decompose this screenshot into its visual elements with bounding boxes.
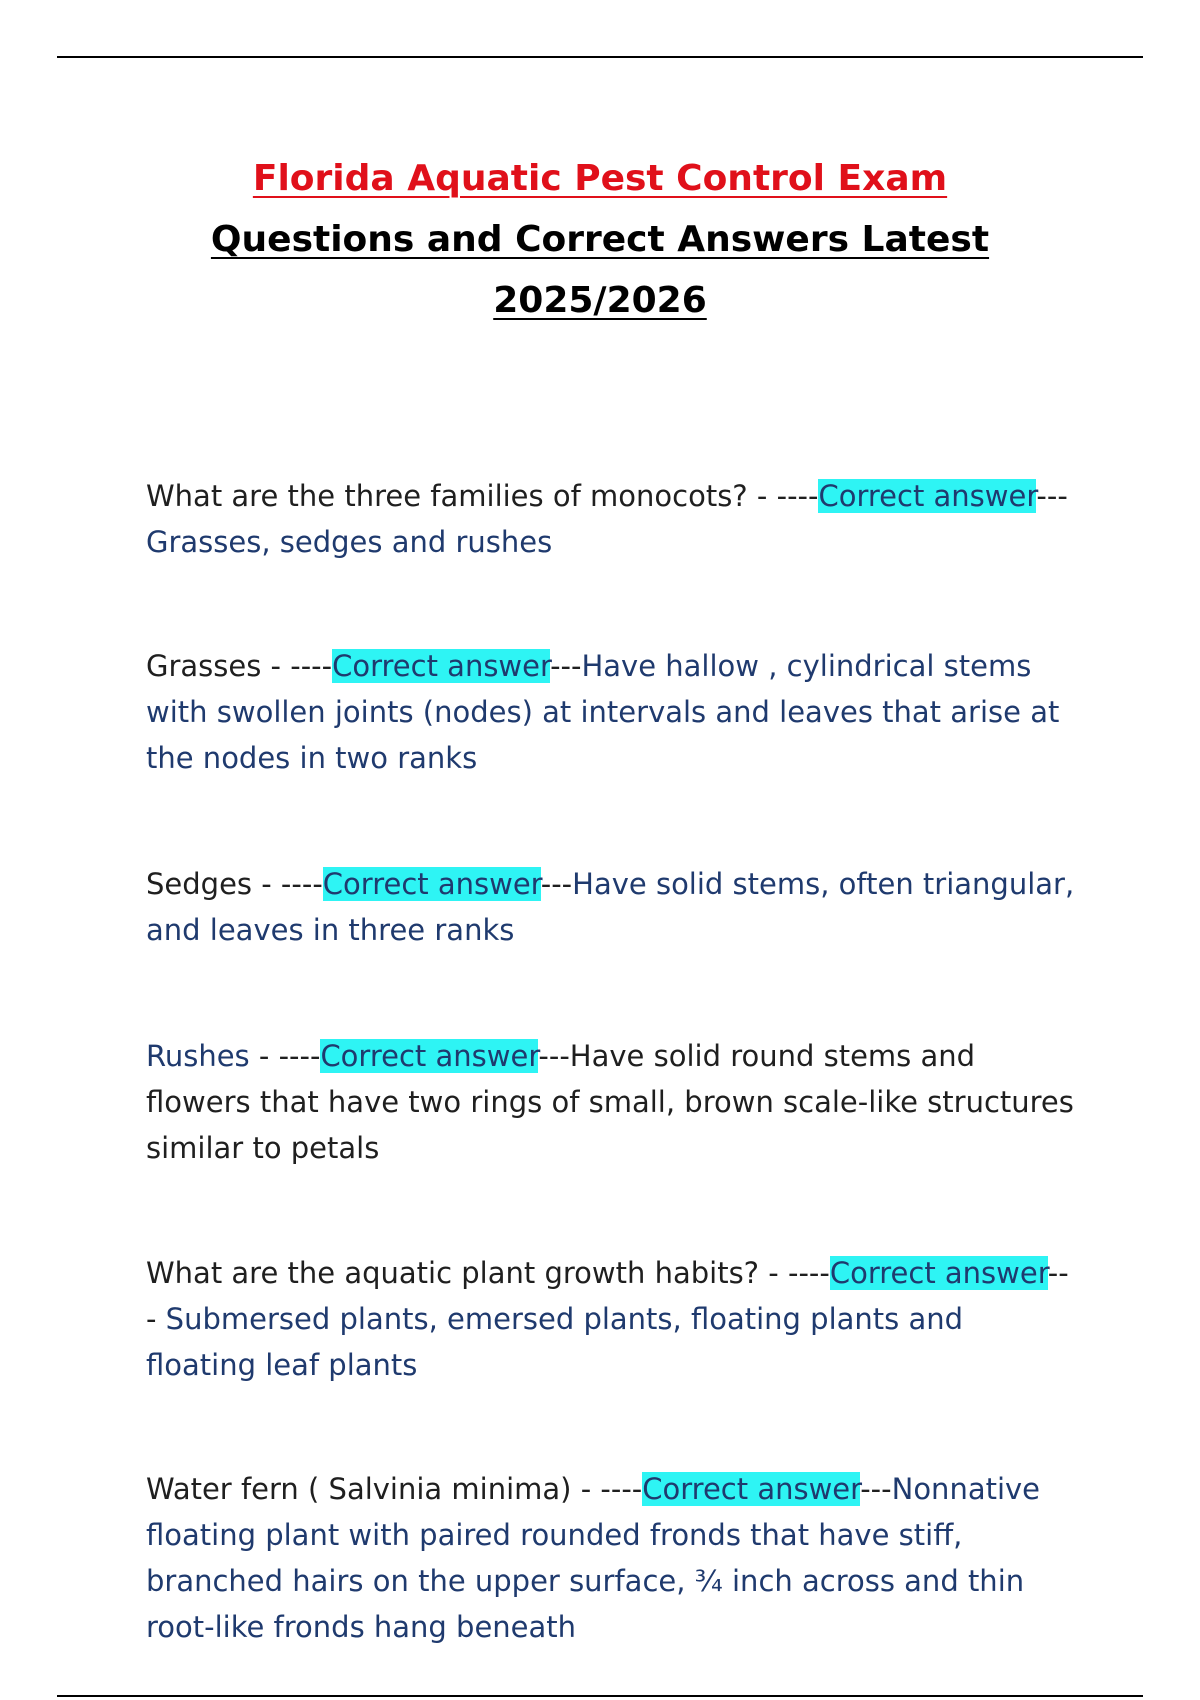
correct-answer-label: Correct answer — [642, 1472, 861, 1506]
correct-answer-label: Correct answer — [818, 479, 1037, 513]
title-line-3: 2025/2026 — [493, 280, 707, 321]
correct-answer-label: Correct answer — [332, 649, 551, 683]
separator: - ---- — [759, 1256, 830, 1290]
separator: - ---- — [261, 649, 333, 683]
separator: - ---- — [571, 1472, 643, 1506]
qa-item-1 — [146, 473, 1076, 565]
qa-item-5 — [146, 1250, 1076, 1388]
answer-text: Submersed plants, emersed plants, floating plants and floating leaf plants — [146, 1302, 964, 1382]
question-text: What are the aquatic plant growth habits? — [146, 1256, 760, 1290]
separator: --- — [146, 1256, 1069, 1336]
answer-text: Have solid round stems and flowers that have two rings of small, brown scale-like structures similar to petals — [146, 1039, 1074, 1165]
separator: --- — [1036, 479, 1068, 513]
bottom-rule — [57, 1695, 1143, 1697]
question-text: What are the three families of monocots? — [146, 479, 748, 513]
answer-text: Nonnative floating plant with paired rounded fronds that have stiff, branched hairs on the upper surface, ¾ inch across and thin root-like fronds hang beneath — [146, 1472, 1041, 1644]
question-text: Sedges — [146, 867, 253, 901]
document-title — [0, 148, 1200, 331]
separator: - ---- — [252, 867, 323, 901]
correct-answer-label: Correct answer — [320, 1039, 539, 1073]
correct-answer-label: Correct answer — [322, 867, 541, 901]
title-line-1: Florida Aquatic Pest Control Exam — [252, 158, 948, 199]
separator: --- — [550, 649, 582, 683]
answer-text: Grasses, sedges and rushes — [146, 525, 553, 559]
separator: --- — [538, 1039, 570, 1073]
question-text: Rushes — [146, 1039, 250, 1073]
top-rule — [57, 56, 1143, 58]
separator: --- — [860, 1472, 892, 1506]
answer-text: Have solid stems, often triangular, and leaves in three ranks — [146, 867, 1075, 947]
question-text: Water fern ( Salvinia minima) — [146, 1472, 572, 1506]
question-text: Grasses — [146, 649, 262, 683]
answer-text: Have hallow , cylindrical stems with swollen joints (nodes) at intervals and leaves that arise at the nodes in two ranks — [146, 649, 1060, 775]
qa-item-3 — [146, 861, 1076, 953]
separator: --- — [540, 867, 573, 901]
correct-answer-label: Correct answer — [829, 1256, 1048, 1290]
qa-item-6 — [146, 1466, 1076, 1650]
title-line-2: Questions and Correct Answers Latest — [210, 219, 990, 260]
qa-item-4 — [146, 1033, 1076, 1171]
qa-item-2 — [146, 643, 1076, 781]
separator: - ---- — [249, 1039, 321, 1073]
separator: - ---- — [747, 479, 819, 513]
